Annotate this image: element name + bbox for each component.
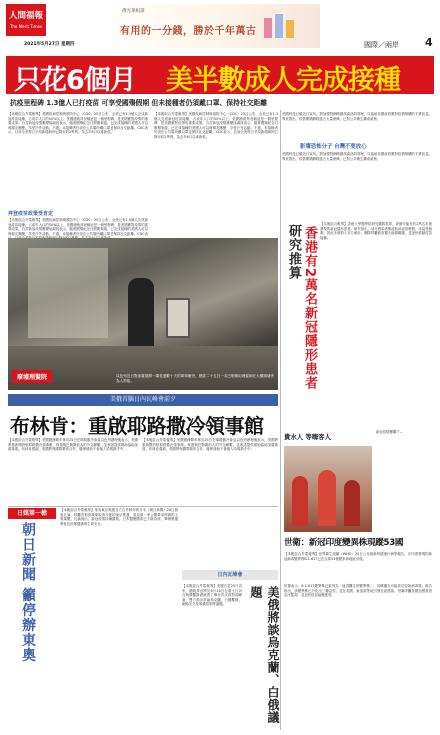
logo-cn: 人間福報 <box>8 11 43 21</box>
photo-caption: 以色列近日對加薩展開一場長達數十天的軍事衝突，歷經二十五日一名巴勒斯坦理髮師在大樓廢墟旁為人剪髮。 <box>116 374 275 383</box>
research-label: 研究推算 <box>286 224 301 280</box>
virus-headline: 世衛：新冠印度變異株現蹤53國 <box>284 538 404 548</box>
blinken-headline: 布林肯：重啟耶路撒冷領事館 <box>10 414 264 438</box>
us-vaccine-body-2: 【本報綜合外電報導】美國疾病控制與預防中心（CDC）25日公布，全美已有1.3億人完成新冠疫苗接種，占成年人口的50%以上。美國總統拜登稱這是一個里程碑，是美國應對疫情的重要成果。白宮新冠疫情應變協調員表示，隨著國殤紀念日假期來臨，已完成接種的美國人可以與親友團聚，享受戶外活動。不過，未接種者仍須在公共場所戴口罩並保持社交距離。CDC表 <box>8 218 148 236</box>
masthead-slogan-block <box>110 4 320 48</box>
photo-rubble <box>8 346 278 390</box>
russia-body: 【本報綜合外電報導】美國白宮25日宣布，總統拜登將於6月16日在瑞士日內瓦與俄羅斯總統普丁舉行首次面對面峰會，雙方預計討論烏克蘭、白俄羅斯、網路安全及軍備控制等議題。 <box>182 584 242 607</box>
photo-person <box>128 278 154 348</box>
geneva-banner <box>182 570 278 580</box>
hk-note-box <box>284 430 372 444</box>
photo-tag: 廢墟理髮院 <box>12 370 52 383</box>
right-top-subhead: 影壇恐怖分子 台灣不要放心 <box>300 144 367 150</box>
virus-body: 世衛表示，B.1.617變異株已被列為「值得關注的變異株」，其傳播力可能高於原始病毒株。報告指出，該變異株已分化出三種亞型，並在英國、新加坡等地引發社區感染。世衛呼籲各國加強基因定序監測，並加快疫苗接種進度。 <box>284 584 432 598</box>
virus-intro: 【本報綜合外電報導】世界衛生組織（WHO）25日公布最新每週流行病學報告，在印度發現的新冠病毒變異株B.1.617已在全球53個國家和地區出現。 <box>284 552 432 561</box>
photo-mirror <box>166 298 190 338</box>
slogan-badge: 佛光菜根譚 <box>122 9 145 14</box>
headline-part1: 只花6個月 <box>14 65 136 96</box>
photo-figure-1 <box>292 476 308 526</box>
tokyo-vertical-title: 朝日新聞 籲停辦東奧 <box>20 522 36 663</box>
gaza-photo <box>8 238 278 390</box>
hk-note-text: 貴水人 等嗨客人 <box>284 433 331 441</box>
russia-vertical-title: 美俄將談烏克蘭、白俄議題 <box>249 586 280 724</box>
logo-en: The Merit Times <box>9 24 43 29</box>
middle-banner <box>8 394 278 406</box>
geneva-banner-text: 日內瓦峰會 <box>217 572 243 578</box>
right-top-body: 美國科技巨頭近日宣布，將加強對網路錯誤資訊的管理，以協助各國政府應對疫情相關的不實訊息。專家指出，疫情期間網路謠言大量流傳，已對公共衛生構成威脅。 <box>282 112 432 121</box>
headline-bar <box>6 56 434 94</box>
divider-vertical <box>280 110 281 730</box>
headline-sub: 抗疫里程碑 1.3億人已打疫苗 可享受國殤假期 但未接種者仍須戴口罩、保持社交距離 <box>10 99 268 107</box>
tokyo-tag <box>8 508 56 519</box>
blinken-body: 【本報綜合外電報導】美國國務卿布林肯25日在耶路撒冷會見以色列總理後表示，美國將重新開設駐耶路撒冷領事館，恢復與巴勒斯坦人的外交聯繫，並承諾提供援助協助加薩重建。布林肯強調，美國將與國際夥伴合作，確保援助不會落入哈瑪斯手中。 <box>8 438 138 452</box>
photo-building <box>28 248 108 338</box>
masthead-logo-block <box>6 4 46 36</box>
masthead <box>0 0 440 56</box>
headline-part2: 美半數成人完成接種 <box>166 65 400 96</box>
photo-figure-3 <box>344 480 360 526</box>
tokyo-tag-text: 日媒第一槍 <box>16 510 47 517</box>
slogan-graphic <box>260 12 305 40</box>
page-number: 4 <box>425 36 433 49</box>
slogan-text: 有用的一分錢，勝於千年萬古 <box>120 26 257 37</box>
section-label: 國際／兩岸 <box>364 41 399 49</box>
right-top-body-2: 美國科技巨頭近日宣布，將加強對網路錯誤資訊的管理，以協助各國政府應對疫情相關的不實訊息。專家指出，疫情期間網路謠言大量流傳，已對公共衛生構成威脅。 <box>282 152 432 161</box>
us-vaccine-body-col2: 【本報綜合外電報導】美國疾病控制與預防中心（CDC）25日公布，全美已有1.3億人完成新冠疫苗接種，占成年人口的50%以上。美國總統拜登稱這是一個里程碑，是美國應對疫情的重要成果。白宮新冠疫情應變協調員表示，隨著國殤紀念日假期來臨，已完成接種的美國人可以與親友團聚，享受戶外活動。不過，未接種者仍須在公共場所戴口罩並保持社交距離。CDC表示，目前全美每日平均新增病例已降至約2萬例，為去年6月以來新低。 <box>154 112 278 139</box>
research-title: 香港有2萬名新冠隱形患者 <box>302 226 317 391</box>
divider-horizontal <box>8 506 278 507</box>
tokyo-body: 【本報綜合外電報導】身為東京奧運官方合作夥伴的日本《朝日新聞》26日發表社論，呼籲首相菅義偉取消今夏的東京奧運，成為第一家公開要求停辦的主要媒體。社論指出，新冠疫情持續擴散，日本醫療體系已不堪負荷，舉辦奧運將危及民眾健康與生命安全。 <box>60 508 178 526</box>
hk-photo-caption: 新冠疫情衝擊下... <box>376 430 403 434</box>
blinken-body-2: 【本報綜合外電報導】美國國務卿布林肯25日在耶路撒冷會見以色列總理後表示，美國將重新開設駐耶路撒冷領事館，恢復與巴勒斯坦人的外交聯繫，並承諾提供援助協助加薩重建。布林肯強調，美國將與國際夥伴合作，確保援助不會落入哈瑪斯手中。 <box>142 438 278 452</box>
middle-banner-text: 美俄首腦日內瓦峰會前夕 <box>109 396 176 403</box>
us-vaccine-body: 【本報綜合外電報導】美國疾病控制與預防中心（CDC）25日公布，全美已有1.3億人完成新冠疫苗接種，占成年人口的50%以上。美國總統拜登稱這是一個里程碑，是美國應對疫情的重要成果。白宮新冠疫情應變協調員表示，隨著國殤紀念日假期來臨，已完成接種的美國人可以與親友團聚，享受戶外活動。不過，未接種者仍須在公共場所戴口罩並保持社交距離。CDC表示，目前全美每日平均新增病例已降至約2萬例，為去年6月以來新低。 <box>8 112 148 135</box>
hk-body: 【本報綜合報導】香港大學醫學院研究團隊推算，香港可能有約2萬名未被發現的新冠隱形患者。研究指出，部分感染者無症狀或症狀輕微，未接受檢測，因此未被納入官方統計。團隊呼籲政府擴大檢測範圍，並加快推動疫苗接種。 <box>320 222 432 240</box>
date-line: 2021年5月27日 星期四 <box>24 42 75 47</box>
left-subhead: 拜登疫苗政策受肯定 <box>8 211 54 217</box>
hk-photo <box>284 446 372 532</box>
photo-figure-2 <box>318 470 336 526</box>
